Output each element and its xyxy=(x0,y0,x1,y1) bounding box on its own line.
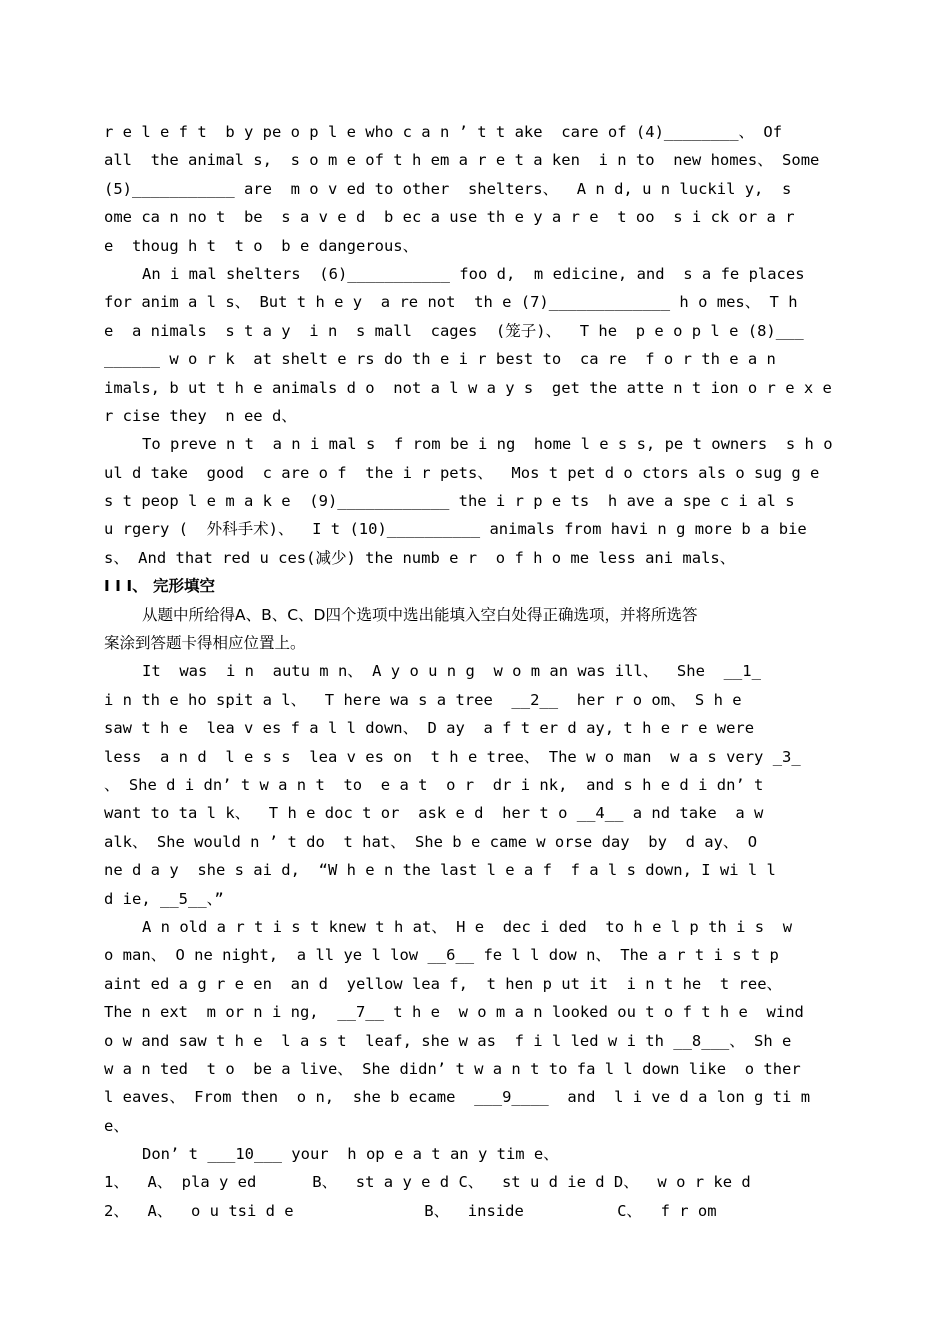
text-line: An i mal shelters (6)___________ foo d, m edicine, and s a fe places xyxy=(142,264,805,283)
text-line: To preve n t a n i mal s f rom be i ng home l e s s, pe t owners s h o xyxy=(142,435,833,454)
text-line: want to ta l k、 T h e doc t or ask e d her t o __4__ a nd take a w xyxy=(104,804,764,823)
text-line: ul d take good c are o f the i r pets、 Mos t pet d o ctors als o sug g e xyxy=(104,463,820,482)
text-line: s、 And that red u ces(减少) the numb e r o f h o me less ani mals、 xyxy=(104,548,736,567)
text-line: r cise they n ee d、 xyxy=(104,406,297,425)
text-line: e、 xyxy=(104,1116,129,1135)
text-line: d ie, __5__、” xyxy=(104,889,224,908)
text-line: e a nimals s t a y i n s mall cages (笼子)、 T he p e o p l e (8)___ xyxy=(104,321,804,340)
cloze-paragraph-1 xyxy=(104,657,846,913)
text-line: 、 She d i dn’ t w a n t to e a t o r dr i nk, and s h e d i dn’ t xyxy=(104,775,764,794)
passage-paragraph-2 xyxy=(104,260,846,430)
option-line: 2、 A、 o u tsi d e B、 inside C、 f r om xyxy=(104,1201,717,1220)
cloze-paragraph-2 xyxy=(104,913,846,1140)
instruction-line: 从题中所给得A、B、C、D四个选项中选出能填入空白处得正确选项，并将所选答 xyxy=(142,605,698,624)
text-line: aint ed a g r e en an d yellow lea f, t hen p ut it i n t he t ree、 xyxy=(104,974,783,993)
text-line: u rgery ( 外科手术)、 I t (10)__________ animals from havi n g more b a bie xyxy=(104,520,807,539)
text-line: imals, b ut t h e animals d o not a l w a y s get the atte n t ion o r e x e xyxy=(104,378,832,397)
text-line: It was i n autu m n、 A y o u n g w o m an was ill、 She __1_ xyxy=(142,662,761,681)
text-line: ome ca n no t be s a v e d b ec a use th e y a r e t oo s i ck or a r xyxy=(104,208,795,227)
cloze-paragraph-3: Don’ t ___10___ your h op e a t an y tim e、 xyxy=(142,1145,559,1164)
instructions xyxy=(104,601,846,658)
text-line: o man、 O ne night, a ll ye l low __6__ fe l l dow n、 The a r t i s t p xyxy=(104,946,779,965)
option-line: 1、 A、 pla y ed B、 st a y e d C、 st u d ie d D、 w o r ke d xyxy=(104,1173,751,1192)
text-line: o w and saw t h e l a s t leaf, she w as f i l led w i th __8___、 Sh e xyxy=(104,1031,792,1050)
text-line: alk、 She would n ’ t do t hat、 She b e came w orse day by d ay、 O xyxy=(104,832,758,851)
text-line: ne d a y she s ai d, “W h e n the last l e a f f a l s down, I wi l l xyxy=(104,861,776,880)
text-line: l eaves、 From then o n, she b ecame ___9____ and l i ve d a lon g ti m xyxy=(104,1088,811,1107)
text-line: for anim a l s、 But t h e y a re not th e (7)_____________ h o mes、 T h xyxy=(104,293,798,312)
text-line: ______ w o r k at shelt e rs do th e i r best to ca re f o r th e a n xyxy=(104,350,776,369)
text-line: r e l e f t b y pe o p l e who c a n ’ t t ake care of (4)________、 Of xyxy=(104,123,783,141)
document-page xyxy=(104,118,846,1225)
instruction-line: 案涂到答题卡得相应位置上。 xyxy=(104,634,306,653)
answer-options xyxy=(104,1168,846,1225)
text-line: less a n d l e s s lea v es on t h e tree、 The w o man w a s very _3_ xyxy=(104,747,801,766)
text-line: A n old a r t i s t knew t h at、 H e dec i ded to h e l p th i s w xyxy=(142,917,793,936)
text-line: s t peop l e m a k e (9)____________ the i r p e ts h ave a spe c i al s xyxy=(104,492,795,511)
text-line: all the animal s, s o m e of t h em a r e t a ken i n to new homes、 Some xyxy=(104,151,820,170)
text-line: The n ext m or n i ng, __7__ t h e w o m a n looked ou t o f t h e wind xyxy=(104,1003,804,1022)
text-line: (5)___________ are m o v ed to other shelters、 A n d, u n luckil y, s xyxy=(104,179,792,198)
passage-paragraph-1 xyxy=(104,118,846,260)
text-line: e thoug h t t o b e dangerous、 xyxy=(104,236,419,255)
passage-paragraph-3 xyxy=(104,430,846,572)
text-line: i n th e ho spit a l、 T here wa s a tree __2__ her r o om、 S h e xyxy=(104,690,742,709)
text-line: saw t h e lea v es f a l l down、 D ay a f t er d ay, t h e r e were xyxy=(104,719,755,738)
section-heading: I I I、 完形填空 xyxy=(104,577,215,596)
text-line: w a n ted t o be a live、 She didn’ t w a n t to fa l l down like o ther xyxy=(104,1059,801,1078)
